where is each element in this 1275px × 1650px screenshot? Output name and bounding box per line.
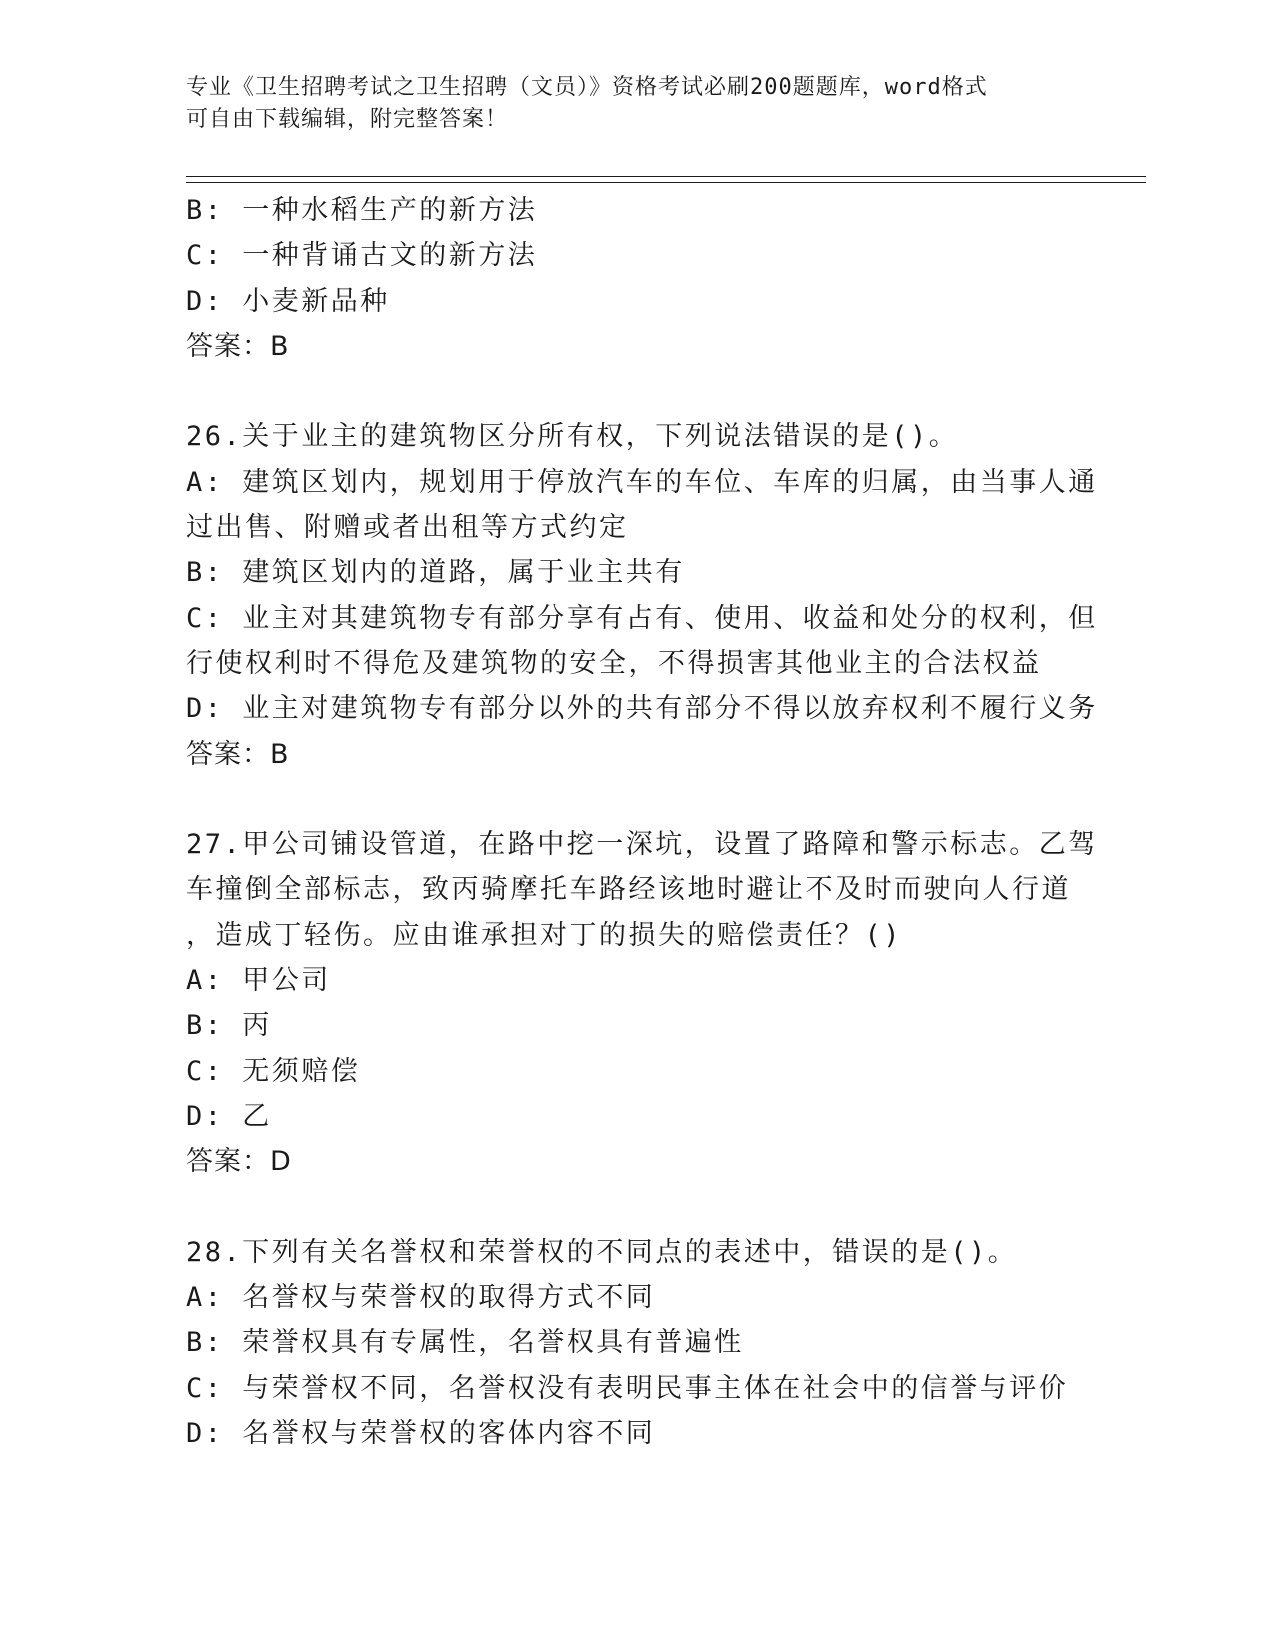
answer-line: 答案：B [186,330,290,362]
header-line-2: 可自由下载编辑，附完整答案！ [186,107,509,132]
option-d: D: 业主对建筑物专有部分以外的共有部分不得以放弃权利不履行义务 [186,693,1098,725]
option-c: C: 一种背诵古文的新方法 [186,240,538,272]
option-a-continued: 过出售、附赠或者出租等方式约定 [186,512,629,544]
question-26 [186,414,1098,776]
question-28 [186,1230,1069,1456]
option-c: C: 与荣誉权不同，名誉权没有表明民事主体在社会中的信誉与评价 [186,1372,1069,1404]
spacer [186,369,1066,414]
header-line-1: 专业《卫生招聘考试之卫生招聘（文员）》资格考试必刷200题题库，word格式 [186,75,988,100]
document-header [186,72,1066,136]
option-b: B: 一种水稻生产的新方法 [186,195,538,226]
option-d: D: 名誉权与荣誉权的客体内容不同 [186,1418,656,1450]
answer-line: 答案：B [186,738,290,770]
question-list [186,188,1098,1456]
question-stem-continued: ，造成丁轻伤。应由谁承担对丁的损失的赔偿责任？() [186,919,903,951]
option-a: A: 名誉权与荣誉权的取得方式不同 [186,1282,656,1314]
option-a: A: 甲公司 [186,965,331,997]
question-27 [186,822,1098,1184]
header-divider-top [186,176,1146,177]
option-b: B: 荣誉权具有专属性，名誉权具有普遍性 [186,1327,744,1359]
option-a: A: 建筑区划内，规划用于停放汽车的车位、车库的归属，由当事人通 [186,466,1098,498]
header-divider-bottom [186,182,1146,183]
option-c: C: 无须赔偿 [186,1055,361,1087]
option-b: B: 丙 [186,1010,272,1042]
question-stem: 26.关于业主的建筑物区分所有权，下列说法错误的是()。 [186,421,959,453]
question-25-tail [186,188,1066,369]
option-c: C: 业主对其建筑物专有部分享有占有、使用、收益和处分的权利，但 [186,602,1098,634]
option-d: D: 乙 [186,1100,272,1132]
option-b: B: 建筑区划内的道路，属于业主共有 [186,557,685,589]
answer-line: 答案：D [186,1146,292,1178]
question-stem-continued: 车撞倒全部标志，致丙骑摩托车路经该地时避让不及时而驶向人行道 [186,874,1071,906]
question-stem: 28.下列有关名誉权和荣誉权的不同点的表述中，错误的是()。 [186,1236,1018,1268]
option-d: D: 小麦新品种 [186,285,390,317]
question-stem: 27.甲公司铺设管道，在路中挖一深坑，设置了路障和警示标志。乙驾 [186,829,1098,861]
option-c-continued: 行使权利时不得危及建筑物的安全，不得损害其他业主的合法权益 [186,647,1042,679]
spacer [186,1185,1066,1230]
spacer [186,777,1066,822]
